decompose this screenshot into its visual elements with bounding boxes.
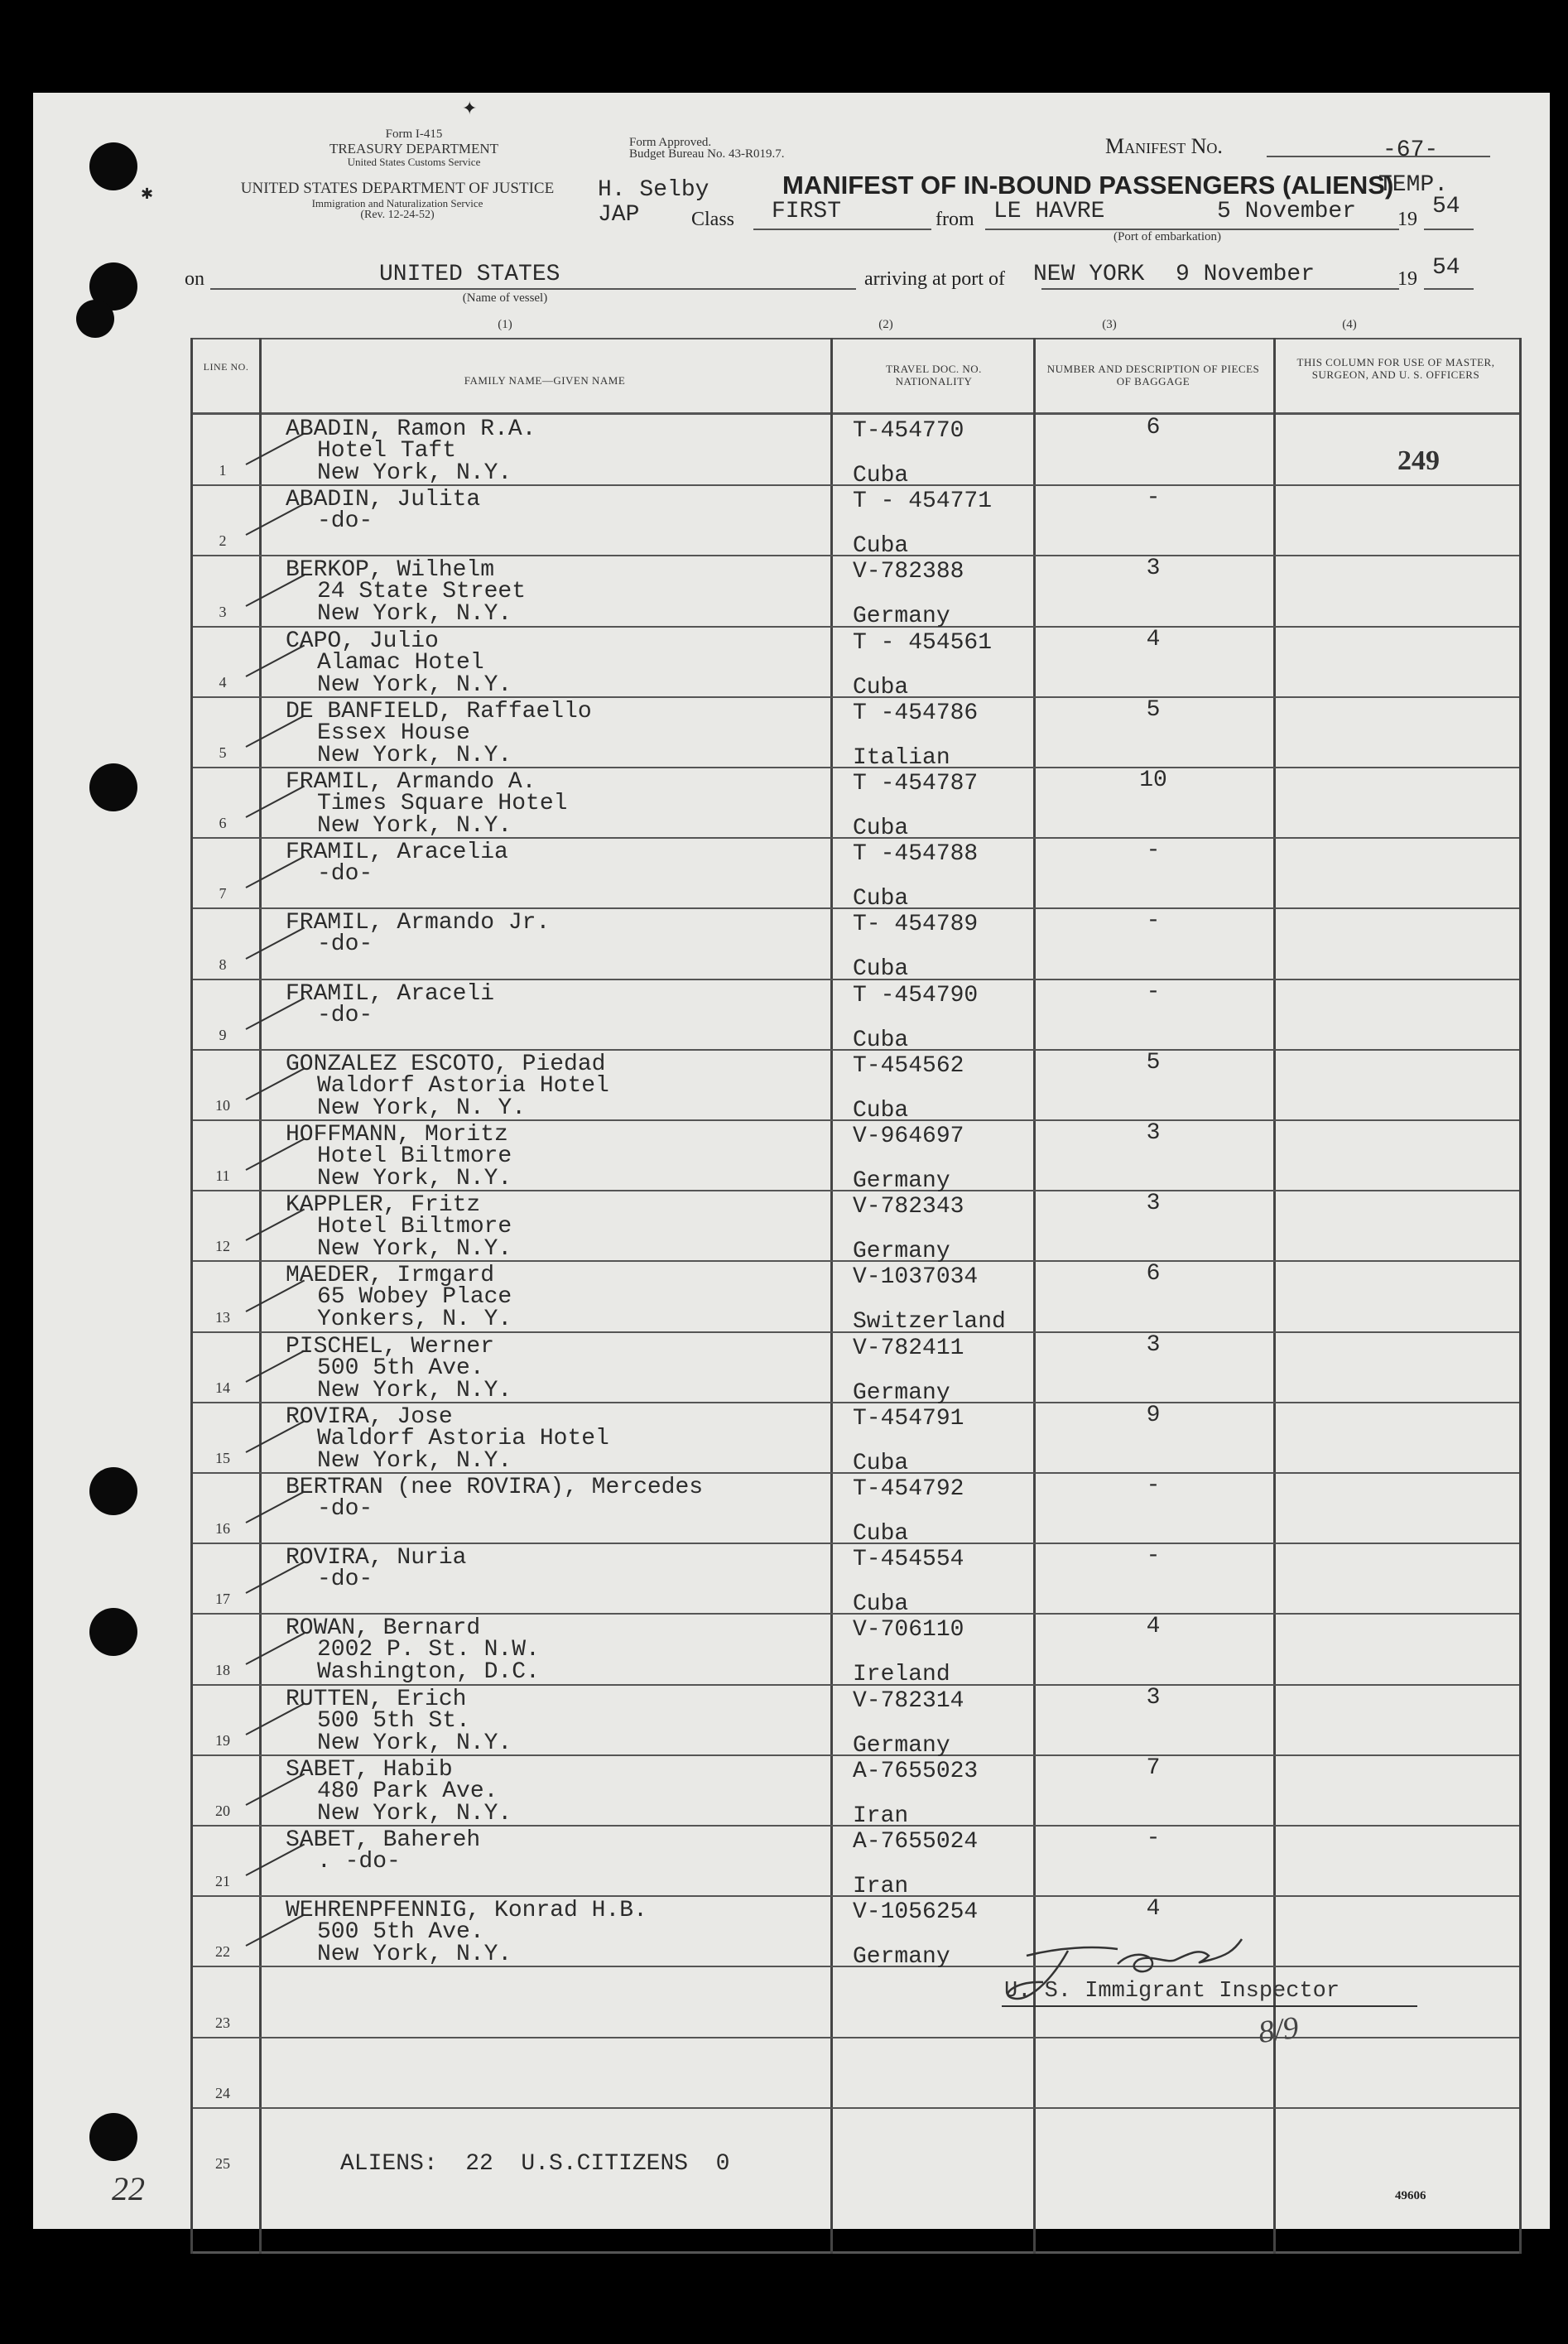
departure-date: 5 November [1217,199,1357,224]
line-number: 9 [219,1026,227,1043]
class-label: Class [691,209,735,230]
table-row [193,1402,1519,1476]
table-row [193,908,1519,983]
line-number: 21 [215,1873,230,1890]
arrival-date: 9 November [1176,262,1315,287]
arriving-label: arriving at port of [864,268,1005,290]
passenger-address: Essex House [317,720,470,746]
passenger-address: -do- [317,508,373,535]
line-number: 12 [215,1238,230,1255]
nationality: Germany [853,1239,950,1265]
passenger-city: New York, N.Y. [317,813,512,839]
table-row [193,2038,1519,2108]
travel-doc-number: V-964697 [853,1124,964,1149]
year-value: 54 [1432,194,1460,219]
line-number: 5 [219,744,227,761]
passenger-city: New York, N.Y. [317,601,512,628]
binder-hole [76,300,114,338]
nationality: Germany [853,604,950,630]
passenger-address: Hotel Biltmore [317,1214,512,1240]
table-row [193,1049,1519,1124]
passenger-name: FRAMIL, Aracelia [286,840,508,866]
passenger-city: New York, N.Y. [317,1730,512,1756]
passenger-city: New York, N.Y. [317,1236,512,1263]
nationality: Cuba [853,674,909,700]
baggage-count: 5 [1146,696,1161,723]
line-number: 14 [215,1379,230,1396]
justice-department: UNITED STATES DEPARTMENT OF JUSTICE [240,180,555,197]
table-row [193,696,1519,771]
line-number: 11 [215,1167,230,1185]
passenger-name: FRAMIL, Armando Jr. [286,910,551,936]
baggage-count: 3 [1146,1191,1161,1217]
nationality: Cuba [853,1027,909,1053]
passenger-table [190,338,1522,2254]
table-row [193,1120,1519,1194]
manifest-page [33,93,1550,2229]
table-row [193,485,1519,560]
baggage-count: - [1146,485,1161,512]
passenger-city: New York, N.Y. [317,1942,512,1968]
passenger-name: ROVIRA, Nuria [286,1545,467,1571]
passenger-city: New York, N.Y. [317,671,512,698]
passenger-address: -do- [317,861,373,888]
treasury-department: TREASURY DEPARTMENT [329,141,499,156]
nationality: Germany [853,1168,950,1194]
passenger-city: Washington, D.C. [317,1659,540,1686]
table-row [193,768,1519,841]
passenger-name: DE BANFIELD, Raffaello [286,698,592,724]
baggage-count: - [1146,979,1161,1005]
baggage-count: 3 [1146,1120,1161,1146]
passenger-name: ABADIN, Ramon R.A. [286,416,536,442]
line-number: 18 [215,1661,230,1678]
col-number-3: (3) [1102,318,1117,331]
passenger-address: Hotel Biltmore [317,1143,512,1169]
header-travel-doc: TRAVEL DOC. NO. NATIONALITY [886,363,982,387]
binder-hole [89,1608,137,1656]
vessel-name-label: (Name of vessel) [462,291,548,305]
passenger-address: . -do- [317,1849,401,1875]
passenger-name: GONZALEZ ESCOTO, Piedad [286,1051,606,1077]
travel-doc-number: T -454788 [853,841,979,868]
header-officers-column: THIS COLUMN FOR USE OF MASTER, SURGEON, AND U. S. OFFICERS [1296,356,1495,381]
port-of-embarkation: LE HAVRE [993,199,1105,224]
line-number: 1 [219,462,227,479]
passenger-name: ROVIRA, Jose [286,1403,453,1430]
line-number: 4 [219,673,227,691]
header-line-no: LINE NO. [203,361,249,373]
baggage-count: - [1146,1543,1161,1570]
travel-doc-number: T- 454789 [853,912,979,938]
table-row [193,415,1519,489]
baggage-count: 6 [1146,415,1161,440]
passenger-address: 500 5th St. [317,1707,470,1734]
travel-doc-number: T - 454771 [853,489,993,515]
nationality: Cuba [853,956,909,983]
travel-doc-number: V-782343 [853,1194,964,1220]
table-row [193,1331,1519,1406]
class-value: FIRST [772,199,842,224]
passenger-name: BERTRAN (nee ROVIRA), Mercedes [286,1475,704,1500]
table-row [193,838,1519,912]
line-number: 24 [215,2084,230,2101]
passenger-address: 500 5th Ave. [317,1355,484,1381]
line-number: 6 [219,815,227,832]
table-row [193,1896,1519,1971]
baggage-count: 9 [1146,1402,1161,1428]
line-number: 17 [215,1591,230,1608]
official-number: 249 [1397,445,1440,476]
travel-doc-number: V-782314 [853,1687,964,1714]
year-prefix: 19 [1397,209,1417,230]
passenger-city: New York, N.Y. [317,1800,512,1827]
travel-doc-number: V-1056254 [853,1899,979,1926]
nationality: Germany [853,1732,950,1759]
passenger-address: 500 5th Ave. [317,1919,484,1946]
nationality: Ireland [853,1662,950,1688]
form-revision: (Rev. 12-24-52) [360,209,435,221]
travel-doc-number: T -454790 [853,982,979,1008]
table-row [193,1754,1519,1829]
form-approved: Form Approved. [629,136,712,149]
passenger-address: Waldorf Astoria Hotel [317,1425,609,1451]
passenger-name: SABET, Bahereh [286,1827,481,1853]
passenger-name: HOFFMANN, Moritz [286,1122,508,1148]
passenger-city: New York, N.Y. [317,1377,512,1403]
table-row [193,626,1519,700]
passenger-name: ROWAN, Bernard [286,1615,481,1642]
baggage-count: 3 [1146,1684,1161,1711]
passenger-city: New York, N.Y. [317,460,512,486]
passenger-name: KAPPLER, Fritz [286,1192,481,1219]
arrival-year-prefix: 19 [1397,268,1417,290]
travel-doc-number: V-782388 [853,559,964,585]
travel-doc-number: A-7655023 [853,1758,979,1784]
nationality: Cuba [853,533,909,560]
passenger-address: -do- [317,1002,373,1028]
nationality: Cuba [853,463,909,489]
travel-doc-number: T -454787 [853,771,979,797]
baggage-count: - [1146,1826,1161,1851]
table-row [193,1543,1519,1618]
line-number: 20 [215,1802,230,1819]
inspector-initials: 8/9 [1256,2009,1301,2051]
passenger-address: -do- [317,1567,373,1593]
manifest-no-label: Manifest No. [1105,134,1223,158]
travel-doc-number: T-454792 [853,1476,964,1502]
star-mark: ✱ [141,185,154,202]
passenger-name: WEHRENPFENNIG, Konrad H.B. [286,1898,647,1924]
from-label: from [936,209,974,230]
baggage-count: 4 [1146,1896,1161,1923]
customs-service: United States Customs Service [347,156,481,168]
table-row [193,979,1519,1053]
binder-hole [89,142,137,190]
totals-line: ALIENS: 22 U.S.CITIZENS 0 [340,2151,730,2177]
col-number-1: (1) [498,318,512,331]
passenger-address: Alamac Hotel [317,649,484,676]
line-number: 7 [219,885,227,902]
baggage-count: - [1146,1473,1161,1499]
nationality: Cuba [853,1521,909,1547]
passenger-name: FRAMIL, Armando A. [286,769,536,795]
binder-hole [89,1467,137,1515]
nationality: Cuba [853,816,909,841]
baggage-count: 3 [1146,1331,1161,1358]
header-family-name: FAMILY NAME—GIVEN NAME [464,374,626,387]
passenger-address: 480 Park Ave. [317,1778,498,1804]
master-initials: JAP [598,202,640,228]
vessel-name: UNITED STATES [379,262,560,287]
nationality: Cuba [853,1591,909,1618]
line-number: 25 [215,2154,230,2172]
nationality: Iran [853,1803,909,1829]
passenger-name: PISCHEL, Werner [286,1333,495,1360]
form-code: 49606 [1395,2189,1426,2202]
line-number: 16 [215,1520,230,1538]
line-number: 13 [215,1308,230,1326]
temp-mark: TEMP. [1378,172,1449,198]
line-number: 22 [215,1943,230,1961]
arrival-year-value: 54 [1432,255,1460,281]
arrival-port: NEW YORK [1033,262,1145,287]
passenger-name: MAEDER, Irmgard [286,1263,495,1289]
nationality: Iran [853,1874,909,1899]
line-number: 23 [215,2014,230,2031]
travel-doc-number: V-1037034 [853,1264,979,1291]
port-embarkation-label: (Port of embarkation) [1113,230,1221,243]
travel-doc-number: T - 454561 [853,629,993,656]
passenger-address: 65 Wobey Place [317,1284,512,1311]
passenger-city: New York, N. Y. [317,1095,527,1121]
inspector-label: U. S. Immigrant Inspector [1004,1979,1340,2004]
page-note: 22 [112,2170,145,2207]
passenger-address: -do- [317,931,373,958]
binder-hole [89,763,137,811]
travel-doc-number: V-782411 [853,1335,964,1361]
nationality: Cuba [853,1097,909,1124]
nationality: Cuba [853,886,909,912]
col-number-2: (2) [878,318,893,331]
passenger-name: FRAMIL, Araceli [286,980,495,1007]
naturalization-service: Immigration and Naturalization Service [311,197,483,209]
inspector-signature [993,1931,1275,2022]
master-name: H. Selby [598,177,709,203]
baggage-count: 4 [1146,626,1161,652]
passenger-address: Hotel Taft [317,438,457,464]
baggage-count: 5 [1146,1049,1161,1076]
table-row [193,1261,1519,1336]
passenger-name: RUTTEN, Erich [286,1686,467,1712]
line-number: 15 [215,1449,230,1466]
manifest-no-value: -67- [1383,137,1439,163]
col-number-4: (4) [1342,318,1357,331]
passenger-city: New York, N.Y. [317,742,512,768]
form-number: Form I-415 [385,128,443,141]
travel-doc-number: T-454770 [853,418,964,444]
nationality: Germany [853,1379,950,1406]
baggage-count: - [1146,908,1161,935]
table-row [193,1191,1519,1265]
travel-doc-number: V-706110 [853,1617,964,1644]
binder-hole [89,2113,137,2161]
header-baggage: NUMBER AND DESCRIPTION OF PIECES OF BAGGAGE [1046,363,1260,387]
travel-doc-number: T -454786 [853,700,979,726]
baggage-count: 3 [1146,556,1161,582]
travel-doc-number: T-454791 [853,1405,964,1432]
nationality: Cuba [853,1450,909,1476]
table-row [193,1614,1519,1688]
line-number: 8 [219,955,227,973]
top-mark: ✦ [462,98,478,118]
budget-bureau: Budget Bureau No. 43-R019.7. [629,147,785,161]
passenger-name: CAPO, Julio [286,628,439,654]
baggage-count: 7 [1146,1754,1161,1781]
passenger-address: 2002 P. St. N.W. [317,1637,540,1663]
passenger-address: -do- [317,1496,373,1522]
passenger-city: Yonkers, N. Y. [317,1307,512,1333]
nationality: Germany [853,1944,950,1971]
passenger-address: 24 State Street [317,579,527,605]
table-row [193,1826,1519,1899]
line-number: 3 [219,603,227,620]
passenger-city: New York, N.Y. [317,1166,512,1191]
baggage-count: 6 [1146,1261,1161,1288]
on-label: on [185,268,204,290]
travel-doc-number: A-7655024 [853,1829,979,1855]
travel-doc-number: T-454562 [853,1052,964,1079]
line-number: 2 [219,532,227,550]
table-row [193,1473,1519,1547]
baggage-count: 10 [1139,768,1167,793]
travel-doc-number: T-454554 [853,1547,964,1573]
passenger-city: New York, N.Y. [317,1447,512,1474]
passenger-name: SABET, Habib [286,1756,453,1783]
passenger-address: Waldorf Astoria Hotel [317,1072,609,1099]
nationality: Italian [853,744,950,771]
line-number: 10 [215,1096,230,1114]
manifest-title: MANIFEST OF IN-BOUND PASSENGERS (ALIENS) [782,171,1394,200]
line-number: 19 [215,1731,230,1749]
passenger-name: BERKOP, Wilhelm [286,557,495,584]
passenger-name: ABADIN, Julita [286,487,481,513]
baggage-count: - [1146,838,1161,864]
table-row [193,556,1519,630]
baggage-count: 4 [1146,1614,1161,1640]
passenger-address: Times Square Hotel [317,791,568,816]
nationality: Switzerland [853,1309,1006,1336]
table-row [193,1684,1519,1759]
